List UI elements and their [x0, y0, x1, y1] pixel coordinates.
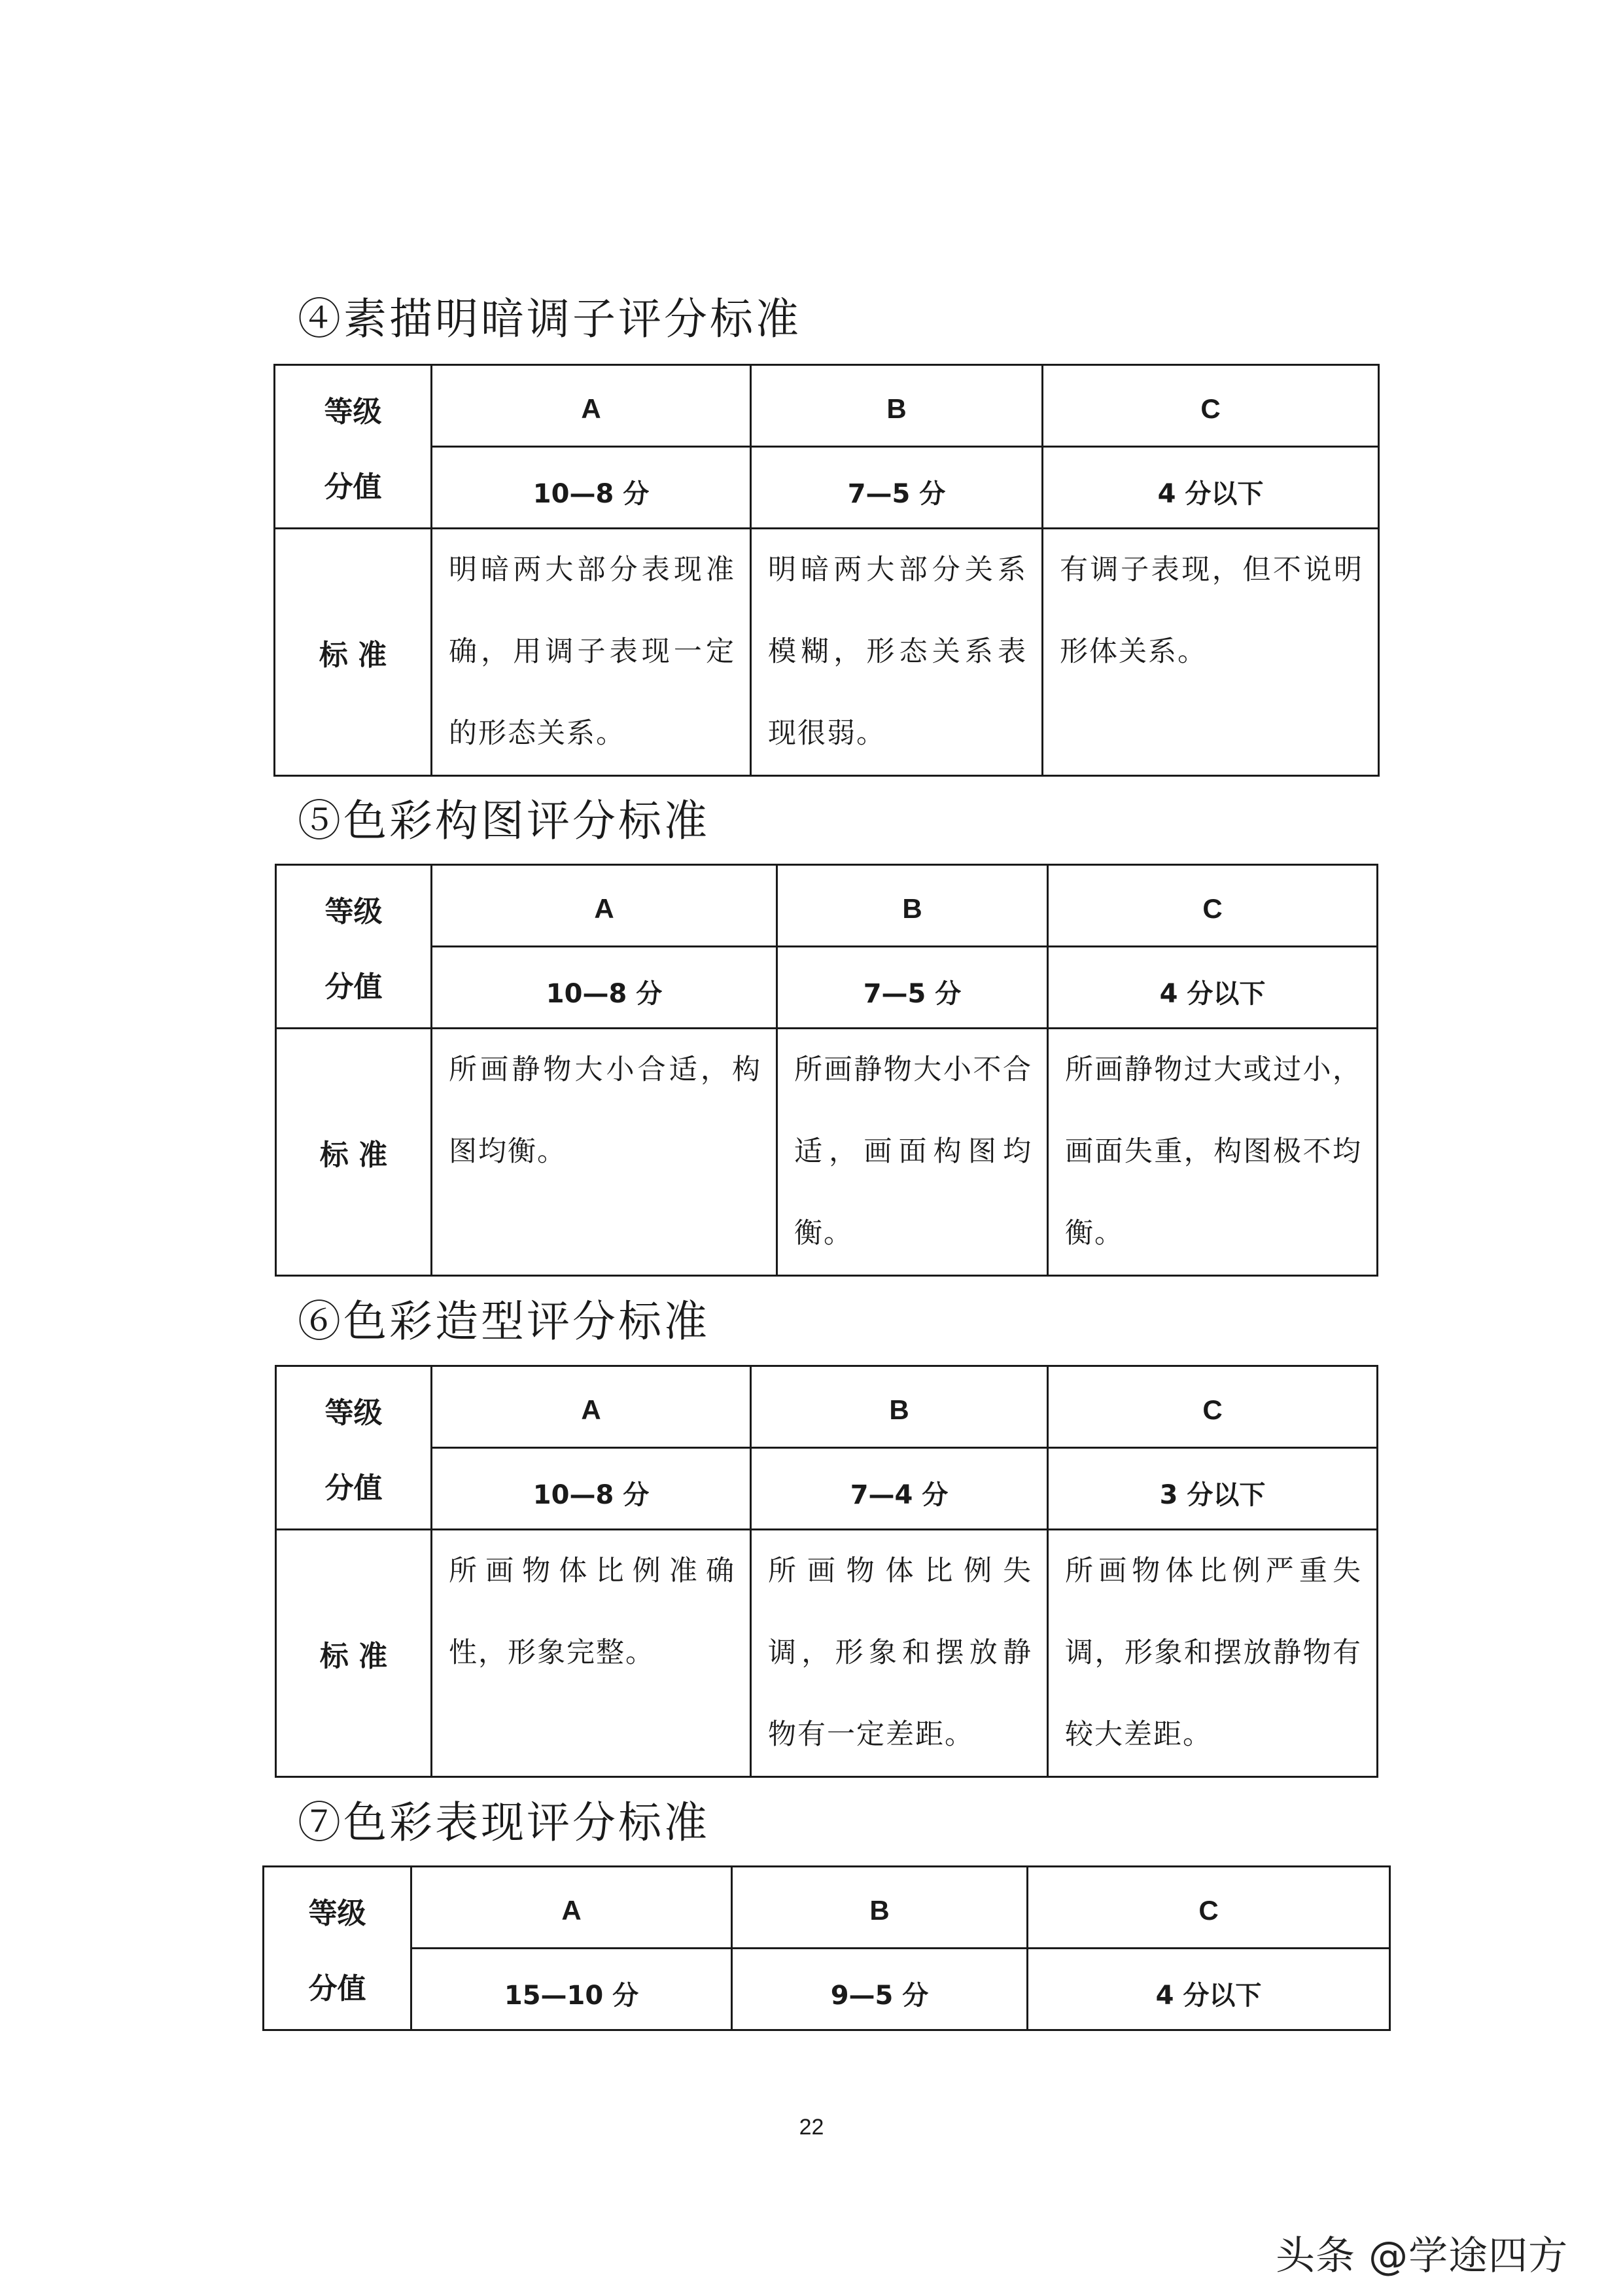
section-5-table — [275, 864, 1378, 1277]
section-6-heading: ⑥色彩造型评分标准 — [298, 1296, 710, 1347]
grade-label: 等级 分值 — [276, 1366, 432, 1530]
criteria-b: 所画物体比例失调，形象和摆放静物有一定差距。 — [751, 1530, 1048, 1777]
grade-c: C — [1028, 1867, 1390, 1949]
grade-a: A — [411, 1867, 732, 1949]
grade-b: B — [777, 865, 1048, 947]
grade-b: B — [751, 365, 1043, 447]
section-4-heading: ④素描明暗调子评分标准 — [298, 294, 801, 344]
section-4-table — [273, 364, 1380, 777]
criteria-b: 明暗两大部分关系模糊，形态关系表现很弱。 — [751, 529, 1043, 776]
criteria-c: 所画物体比例严重失调，形象和摆放静物有较大差距。 — [1048, 1530, 1378, 1777]
value-c: 3 分以下 — [1048, 1448, 1378, 1530]
value-b: 7—4 分 — [751, 1448, 1048, 1530]
value-a: 10—8 分 — [432, 1448, 751, 1530]
criteria-b: 所画静物大小不合适，画面构图均衡。 — [777, 1029, 1048, 1276]
grade-c: C — [1048, 865, 1378, 947]
value-c: 4 分以下 — [1028, 1949, 1390, 2030]
grade-b: B — [751, 1366, 1048, 1448]
value-a: 15—10 分 — [411, 1949, 732, 2030]
section-7-table — [262, 1865, 1391, 2031]
grade-a: A — [432, 865, 777, 947]
grade-label: 等级 分值 — [275, 365, 432, 529]
value-c: 4 分以下 — [1048, 947, 1378, 1029]
value-b: 7—5 分 — [777, 947, 1048, 1029]
criteria-label: 标 准 — [275, 529, 432, 776]
criteria-a: 所画物体比例准确性，形象完整。 — [432, 1530, 751, 1777]
watermark: 头条 @学途四方 — [1276, 2233, 1569, 2279]
value-b: 9—5 分 — [732, 1949, 1028, 2030]
section-6-table — [275, 1365, 1378, 1778]
value-c: 4 分以下 — [1043, 447, 1379, 529]
grade-c: C — [1048, 1366, 1378, 1448]
criteria-a: 明暗两大部分表现准确，用调子表现一定的形态关系。 — [432, 529, 751, 776]
criteria-c: 所画静物过大或过小，画面失重，构图极不均衡。 — [1048, 1029, 1378, 1276]
criteria-c: 有调子表现，但不说明形体关系。 — [1043, 529, 1379, 776]
grade-c: C — [1043, 365, 1379, 447]
value-b: 7—5 分 — [751, 447, 1043, 529]
value-a: 10—8 分 — [432, 947, 777, 1029]
value-a: 10—8 分 — [432, 447, 751, 529]
grade-label: 等级 分值 — [276, 865, 432, 1029]
section-7-heading: ⑦色彩表现评分标准 — [298, 1797, 710, 1848]
grade-a: A — [432, 1366, 751, 1448]
grade-b: B — [732, 1867, 1028, 1949]
section-5-heading: ⑤色彩构图评分标准 — [298, 796, 710, 846]
criteria-label: 标 准 — [276, 1029, 432, 1276]
criteria-a: 所画静物大小合适，构图均衡。 — [432, 1029, 777, 1276]
criteria-label: 标 准 — [276, 1530, 432, 1777]
grade-label: 等级 分值 — [264, 1867, 411, 2030]
page-number: 22 — [799, 2115, 824, 2140]
grade-a: A — [432, 365, 751, 447]
